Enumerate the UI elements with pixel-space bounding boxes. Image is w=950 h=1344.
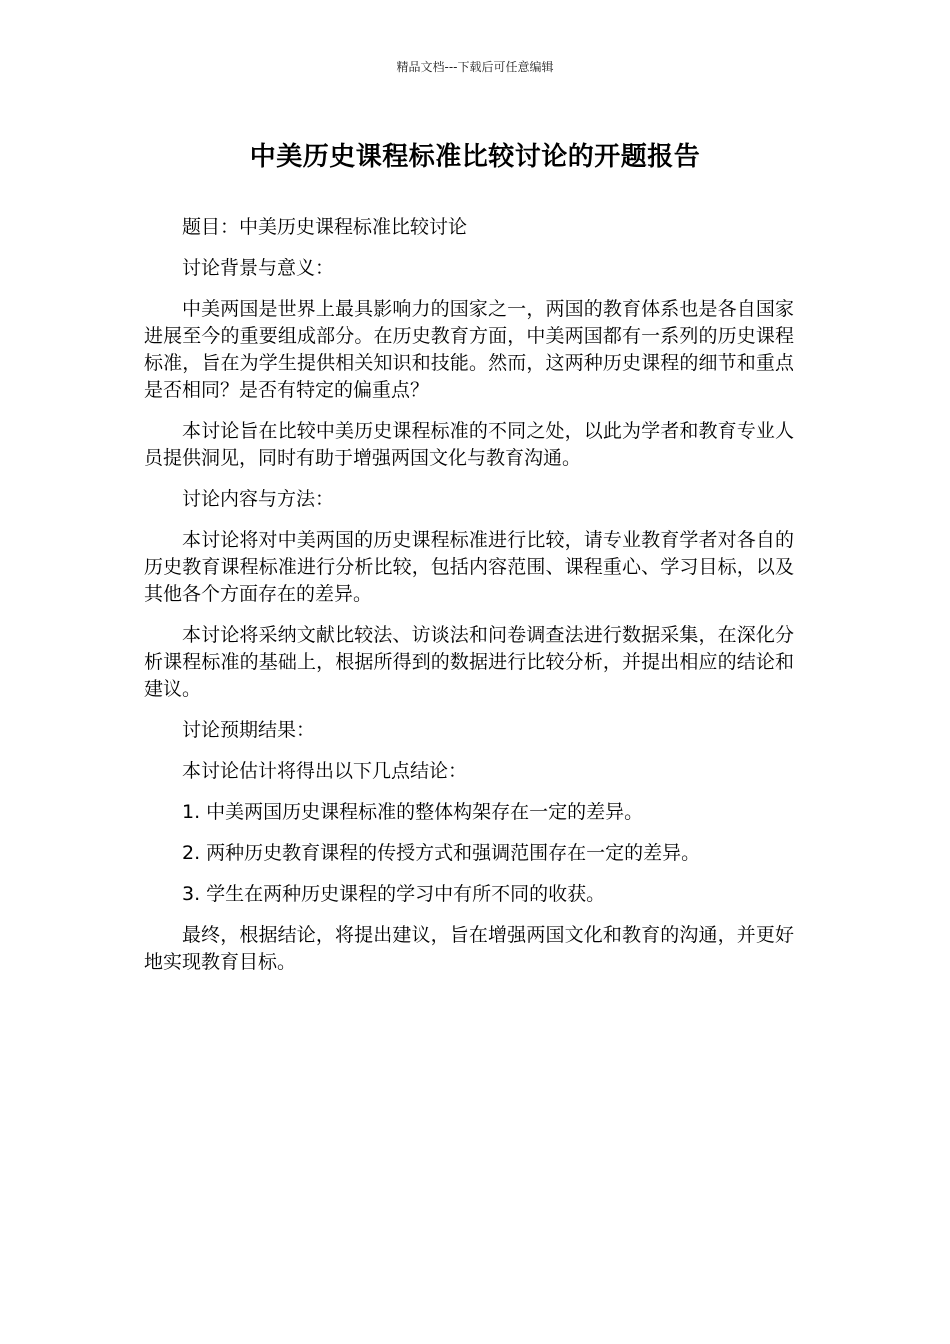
paragraph-method: 本讨论将采纳文献比较法、访谈法和问卷调查法进行数据采集，在深化分析课程标准的基础上，根据所得到的数据进行比较分析，并提出相应的结论和建议。 bbox=[144, 624, 794, 700]
list-item-result-2: 2. 两种历史教育课程的传授方式和强调范围存在一定的差异。 bbox=[182, 842, 701, 864]
heading-content-method: 讨论内容与方法： bbox=[182, 488, 335, 510]
paragraph-results-intro: 本讨论估计将得出以下几点结论： bbox=[182, 760, 468, 782]
paragraph-content: 本讨论将对中美两国的历史课程标准进行比较，请专业教育学者对各自的历史教育课程标准进行分析比较，包括内容范围、课程重心、学习目标，以及其他各个方面存在的差异。 bbox=[144, 529, 794, 605]
paragraph-topic: 题目：中美历史课程标准比较讨论 bbox=[182, 216, 468, 238]
document-body bbox=[144, 214, 794, 990]
paragraph-background-1: 中美两国是世界上最具影响力的国家之一，两国的教育体系也是各自国家进展至今的重要组成部分。在历史教育方面，中美两国都有一系列的历史课程标准，旨在为学生提供相关知识和技能。然而，这两种历史课程的细节和重点是否相同？是否有特定的偏重点？ bbox=[144, 298, 794, 401]
list-item-result-3: 3. 学生在两种历史课程的学习中有所不同的收获。 bbox=[182, 883, 606, 905]
paragraph-conclusion: 最终，根据结论，将提出建议，旨在增强两国文化和教育的沟通，并更好地实现教育目标。 bbox=[144, 924, 794, 973]
paragraph-background-2: 本讨论旨在比较中美历史课程标准的不同之处，以此为学者和教育专业人员提供洞见，同时有助于增强两国文化与教育沟通。 bbox=[144, 420, 794, 469]
heading-expected-results: 讨论预期结果： bbox=[182, 719, 316, 741]
page-header: 精品文档---下载后可任意编辑 bbox=[396, 60, 554, 74]
list-item-result-1: 1. 中美两国历史课程标准的整体构架存在一定的差异。 bbox=[182, 801, 644, 823]
heading-background: 讨论背景与意义： bbox=[182, 257, 335, 279]
document-title: 中美历史课程标准比较讨论的开题报告 bbox=[249, 142, 701, 172]
